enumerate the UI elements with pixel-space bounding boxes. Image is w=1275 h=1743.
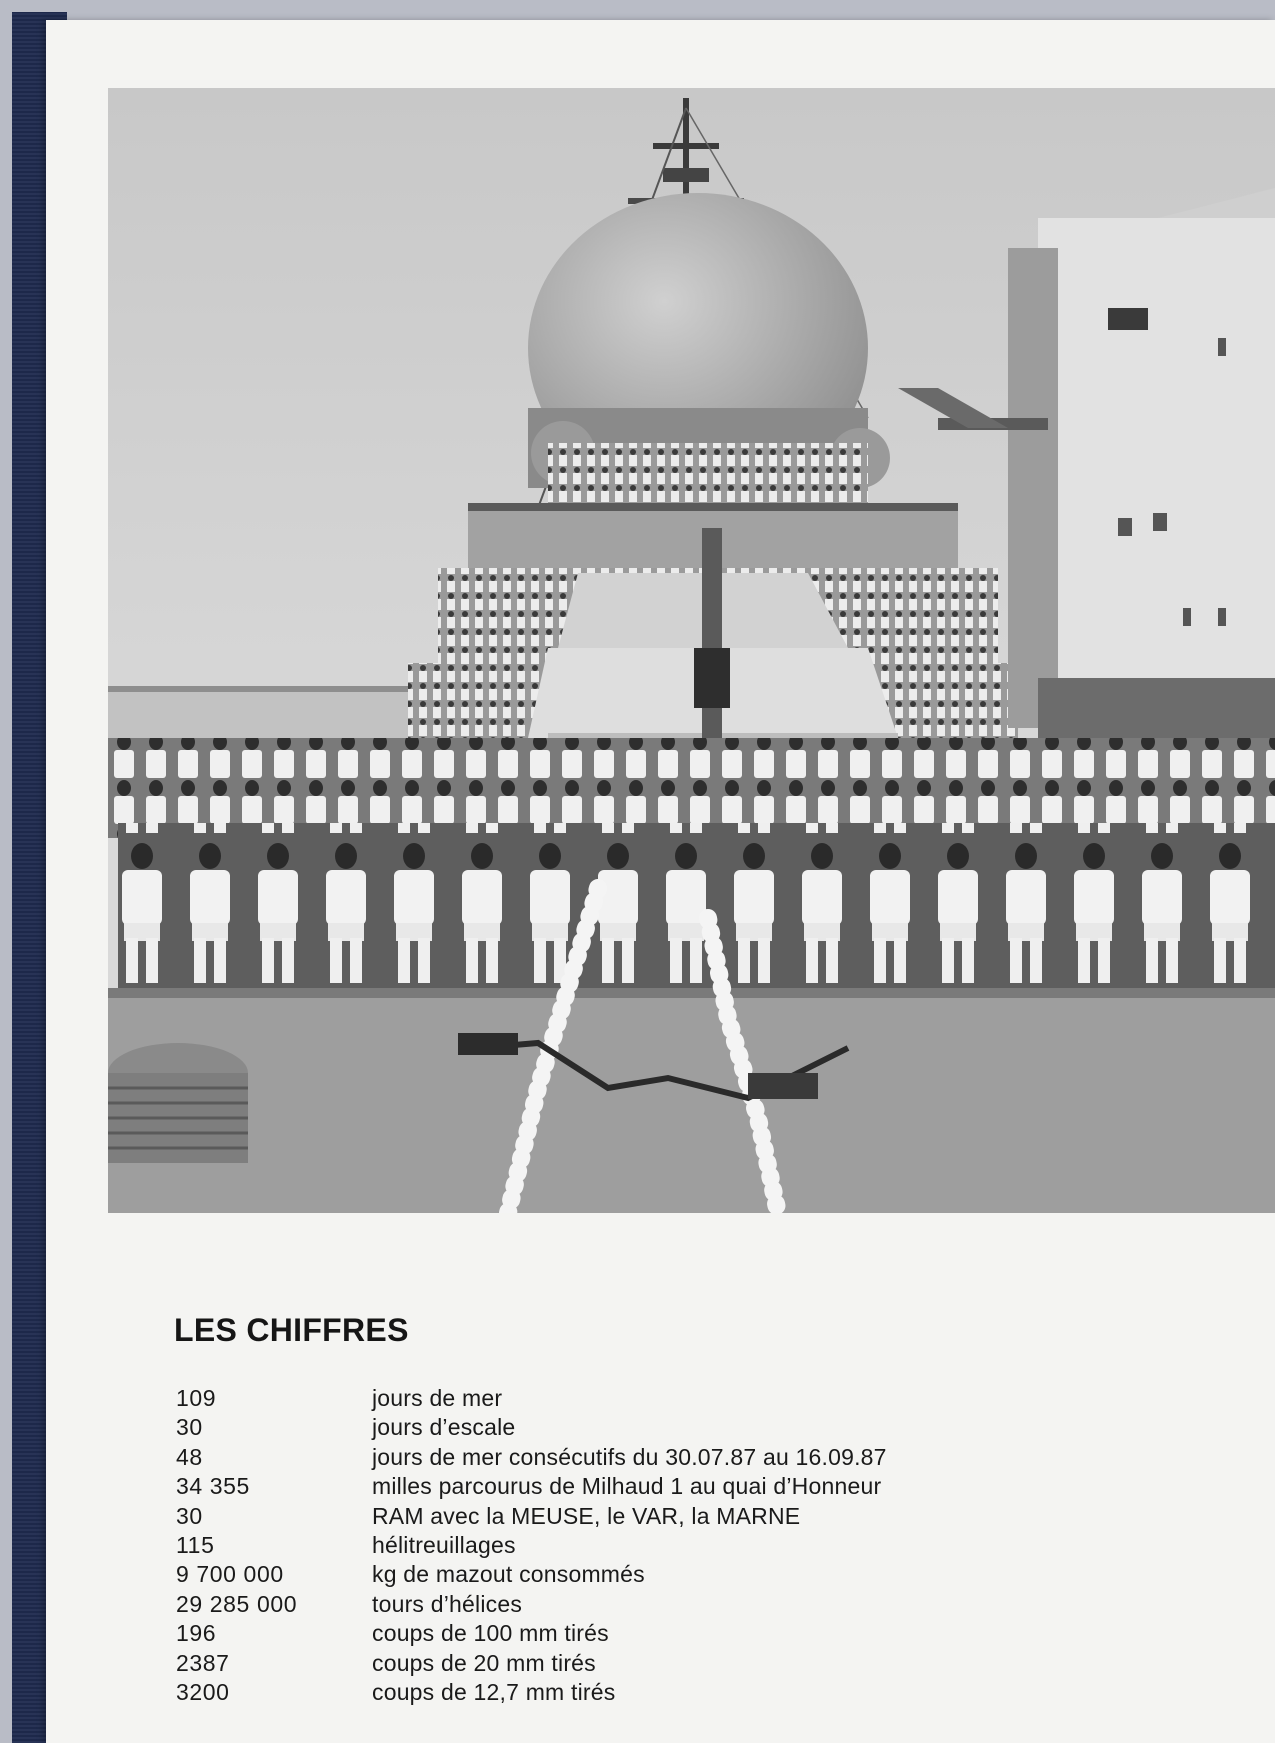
- crew-photo: [108, 88, 1275, 1213]
- stat-label: RAM avec la MEUSE, le VAR, la MARNE: [372, 1502, 801, 1529]
- stat-value: 196: [176, 1620, 217, 1647]
- stat-label: coups de 100 mm tirés: [372, 1620, 609, 1647]
- stat-row: [176, 1531, 1196, 1560]
- stat-value: 9 700 000: [176, 1561, 284, 1588]
- stat-row: [176, 1472, 1196, 1501]
- stats-list: [176, 1384, 1196, 1707]
- stat-value: 3200: [176, 1678, 230, 1705]
- section-title: LES CHIFFRES: [174, 1312, 409, 1348]
- stat-value: 34 355: [176, 1473, 250, 1500]
- stat-row: [176, 1413, 1196, 1442]
- stat-label: coups de 12,7 mm tirés: [372, 1678, 616, 1705]
- stat-value: 109: [176, 1385, 217, 1411]
- stat-label: coups de 20 mm tirés: [372, 1649, 596, 1676]
- stat-value: 48: [176, 1443, 203, 1470]
- stat-label: jours de mer: [372, 1385, 503, 1411]
- stat-row: [176, 1619, 1196, 1648]
- stat-value: 2387: [176, 1649, 230, 1676]
- stat-value: 30: [176, 1502, 203, 1529]
- stat-row: [176, 1590, 1196, 1619]
- stat-value: 115: [176, 1531, 215, 1558]
- page-sheet: [46, 20, 1275, 1743]
- stat-row: [176, 1560, 1196, 1589]
- stat-label: jours de mer consécutifs du 30.07.87 au 16.09.87: [372, 1443, 887, 1470]
- stat-label: kg de mazout consommés: [372, 1561, 645, 1588]
- stat-row: [176, 1384, 1196, 1413]
- stat-row: [176, 1443, 1196, 1472]
- stat-value: 30: [176, 1414, 203, 1441]
- stat-row: [176, 1502, 1196, 1531]
- stat-label: tours d’hélices: [372, 1590, 523, 1617]
- stat-row: [176, 1678, 1196, 1707]
- stat-row: [176, 1649, 1196, 1678]
- stat-label: hélitreuillages: [372, 1531, 516, 1558]
- stat-label: jours d’escale: [372, 1414, 516, 1441]
- stat-label: milles parcourus de Milhaud 1 au quai d’Honneur: [372, 1473, 882, 1500]
- stat-value: 29 285 000: [176, 1590, 298, 1617]
